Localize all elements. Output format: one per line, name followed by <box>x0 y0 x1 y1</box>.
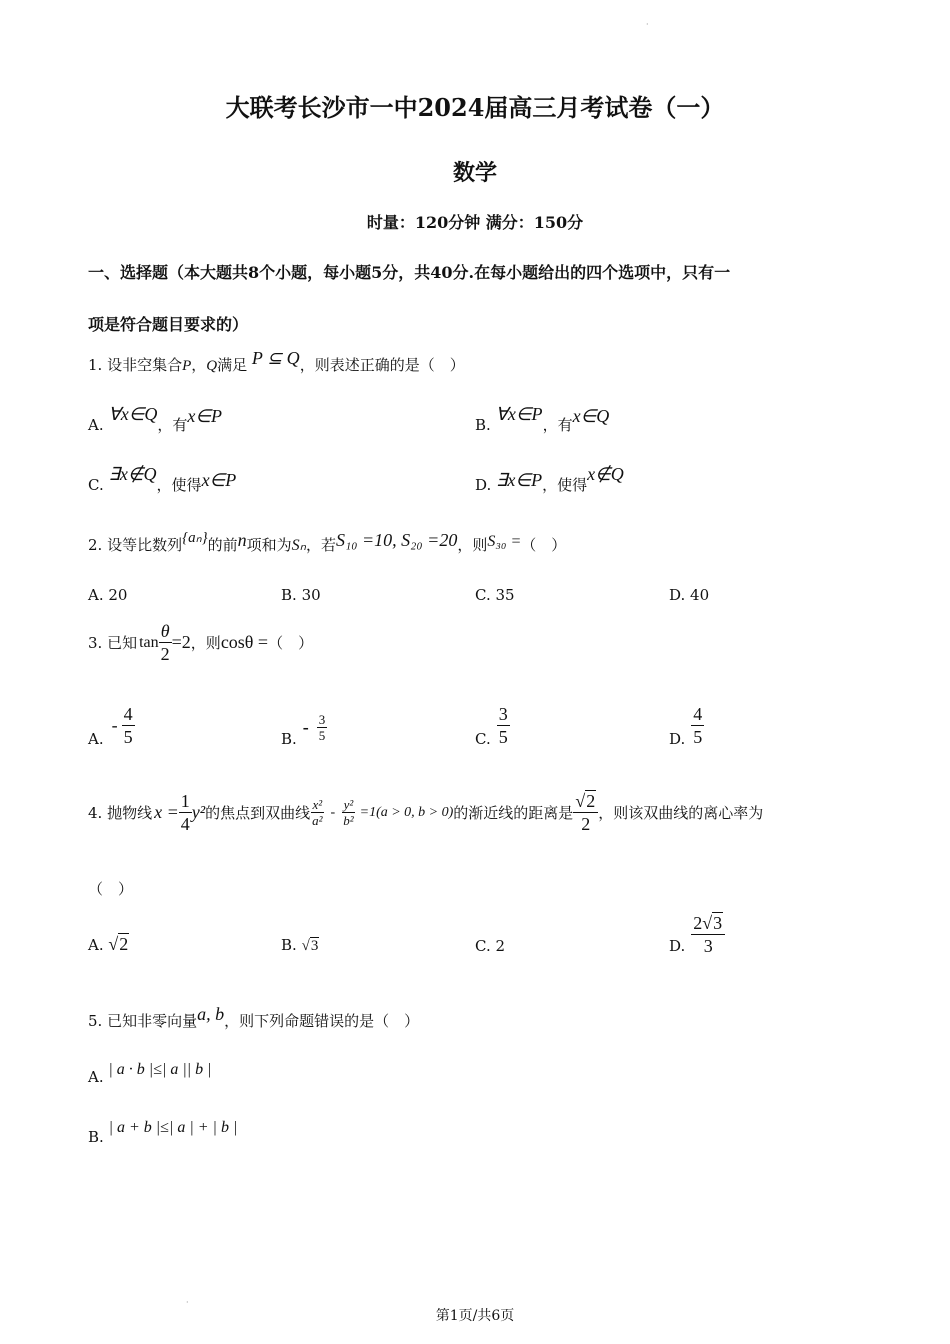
q4-option-d-label: D. <box>669 936 686 955</box>
question-2-text-e: ，则 <box>457 536 488 554</box>
question-2-text-c: 项和为 <box>246 536 292 554</box>
question-2-sn: Sₙ <box>291 537 306 554</box>
question-4-text-c: 的渐近线的距离是 <box>453 804 574 822</box>
question-3 <box>88 620 313 665</box>
q4-option-c-label: C. <box>475 937 491 955</box>
question-4-text-a: 4. 抛物线 <box>88 804 153 822</box>
question-2-text-a: 2. 设等比数列 <box>88 536 183 554</box>
q1-option-c[interactable] <box>88 464 236 495</box>
question-2-text-f: （ ） <box>521 536 567 554</box>
question-4-text-d: ，则该双曲线的离心率为 <box>598 804 764 822</box>
q4-option-a-label: A. <box>88 936 104 954</box>
question-1-condition: P ⊆ Q <box>251 348 300 368</box>
question-4-dist-den: 2 <box>581 814 591 834</box>
question-4-paren: （ ） <box>88 880 134 898</box>
question-4-text-b: 的焦点到双曲线 <box>205 804 311 822</box>
q1-option-c-math1: ∃x∉Q <box>108 464 157 484</box>
q3-option-b-label: B. <box>281 730 297 748</box>
question-4-hyp-y-num: y² <box>343 797 354 812</box>
page-footer: 第1页/共6页 <box>435 1308 515 1324</box>
q4-option-c[interactable] <box>475 937 505 955</box>
q2-option-c[interactable] <box>475 586 515 604</box>
q3-option-b-den: 5 <box>318 727 326 743</box>
question-3-den: 2 <box>160 644 170 664</box>
q4-option-d[interactable] <box>669 912 725 957</box>
q1-option-a-label: A. <box>88 416 104 434</box>
q4-option-d-radicand: 3 <box>713 913 723 933</box>
q2-option-b[interactable] <box>281 586 321 604</box>
question-3-text-a: 3. 已知 <box>88 634 138 652</box>
decorative-dot-bottom: · <box>186 1298 189 1307</box>
q4-option-b-radicand: 3 <box>310 938 319 954</box>
q4-option-b-sqrt: √3 <box>301 938 319 954</box>
q3-option-b[interactable] <box>281 706 327 748</box>
q2-option-a-label: A. <box>88 586 104 604</box>
q5-option-b-label: B. <box>88 1128 104 1146</box>
question-3-tan: tan <box>139 633 159 651</box>
q5-option-b-expr: | a + b |≤| a | + | b | <box>108 1119 238 1136</box>
question-1-text-c: ，则表述正确的是（ ） <box>299 356 465 374</box>
q1-option-b-math1: ∀x∈P <box>495 404 543 424</box>
q1-option-d-label: D. <box>475 476 492 494</box>
question-3-fraction <box>159 620 172 665</box>
q5-option-a-expr: | a · b |≤| a || b | <box>108 1061 212 1078</box>
q3-option-a-sign: - <box>111 714 118 735</box>
question-1-text-b: 满足 <box>217 356 248 374</box>
question-4-dist-radicand: 2 <box>586 791 596 811</box>
section-heading-line1: 一、选择题（本大题共8个小题，每小题5分，共40分.在每小题给出的四个选项中，只有一 <box>88 263 731 282</box>
question-4-parabola-fraction <box>179 790 192 835</box>
question-4-hyp-x-num: x² <box>312 797 323 812</box>
question-5-vectors: a, b <box>197 1004 225 1024</box>
question-2-condition: S₁₀ =10, S₂₀ =20 <box>336 530 458 550</box>
question-3-num: θ <box>160 621 170 641</box>
q1-option-a[interactable] <box>88 404 222 435</box>
question-5 <box>88 1004 419 1031</box>
section-heading-line2: 项是符合题目要求的） <box>88 315 249 334</box>
q1-option-b-math2: x∈Q <box>572 406 610 426</box>
q2-option-d[interactable] <box>669 586 709 604</box>
question-2-sequence: {aₙ} <box>182 530 208 546</box>
q3-option-a-num: 4 <box>123 703 133 724</box>
q3-option-b-fraction <box>317 712 328 743</box>
q3-option-c[interactable] <box>475 702 510 748</box>
q3-option-a-den: 5 <box>123 726 133 747</box>
question-5-text-b: ，则下列命题错误的是（ ） <box>224 1012 420 1030</box>
q3-option-c-label: C. <box>475 730 491 748</box>
q5-option-a[interactable] <box>88 1060 212 1086</box>
exam-timing: 时量：120分钟 满分：150分 <box>366 213 584 232</box>
q1-option-b-label: B. <box>475 416 491 434</box>
q3-option-c-fraction <box>497 703 510 748</box>
q4-option-d-fraction <box>691 912 725 957</box>
question-4-hyp-x <box>310 797 324 828</box>
question-4-hyp-y-den: b² <box>343 813 354 828</box>
q3-option-a[interactable] <box>88 702 135 748</box>
q3-option-d-label: D. <box>669 730 686 748</box>
question-2-s30: S₃₀ = <box>487 533 522 550</box>
q4-option-b-label: B. <box>281 936 297 954</box>
q5-option-a-label: A. <box>88 1068 104 1086</box>
question-4-dist-num: √2 <box>573 790 598 813</box>
q4-option-d-num <box>691 912 725 935</box>
question-4-hyp-x-den: a² <box>312 813 323 828</box>
question-3-eq: =2 <box>171 632 191 652</box>
question-1-text-a: 1. 设非空集合 <box>88 356 183 374</box>
q4-option-a[interactable] <box>88 934 129 955</box>
q3-option-a-fraction <box>122 703 135 748</box>
question-1-sep: ， <box>191 356 207 374</box>
q1-option-d-math2: x∉Q <box>587 464 624 484</box>
question-1-var-p: P <box>182 358 192 374</box>
question-2-var-n: n <box>237 530 247 550</box>
q4-option-a-radicand: 2 <box>119 934 129 954</box>
question-4-parabola-den: 4 <box>180 814 190 834</box>
exam-title: 大联考长沙市一中2024届高三月考试卷（一） <box>225 93 725 122</box>
q1-option-d[interactable] <box>475 464 624 495</box>
q4-option-d-coef: 2 <box>693 913 703 933</box>
question-4-hyp-rhs: =1(a > 0, b > 0) <box>359 804 454 820</box>
question-3-text-b: ，则 <box>190 634 221 652</box>
q1-option-d-mid: ，使得 <box>542 476 588 494</box>
question-4-dist-fraction <box>573 790 598 835</box>
q3-option-d[interactable] <box>669 702 704 748</box>
q2-option-d-value: 40 <box>690 586 710 604</box>
q3-option-b-sign: - <box>302 716 309 737</box>
q5-option-b[interactable] <box>88 1118 238 1146</box>
q3-option-d-den: 5 <box>693 726 703 747</box>
q3-option-b-num: 3 <box>318 711 326 727</box>
question-4-parabola-lhs: x = <box>154 802 179 822</box>
q2-option-d-label: D. <box>669 586 686 604</box>
q4-option-b[interactable] <box>281 936 319 955</box>
exam-subject: 数学 <box>452 160 497 186</box>
q2-option-a[interactable] <box>88 586 127 604</box>
question-1 <box>88 348 465 375</box>
q1-option-a-math1: ∀x∈Q <box>108 404 158 424</box>
q1-option-b[interactable] <box>475 404 609 435</box>
question-1-var-q: Q <box>206 358 218 374</box>
q1-option-b-mid: ，有 <box>542 416 573 434</box>
q1-option-c-mid: ，使得 <box>156 476 202 494</box>
q2-option-a-value: 20 <box>108 586 128 604</box>
q2-option-c-value: 35 <box>495 586 515 604</box>
question-4-hyp-y <box>341 797 355 828</box>
q1-option-d-math1: ∃x∈P <box>496 470 543 490</box>
q3-option-d-fraction <box>691 703 704 748</box>
q4-option-c-value: 2 <box>495 937 506 955</box>
question-4-parabola-rhs: y² <box>191 802 206 822</box>
q2-option-b-label: B. <box>281 586 297 604</box>
question-3-text-c: （ ） <box>268 634 314 652</box>
q3-option-a-label: A. <box>88 730 104 748</box>
question-2 <box>88 528 566 555</box>
question-4 <box>88 790 763 835</box>
q1-option-a-mid: ，有 <box>157 416 188 434</box>
question-2-text-d: ，若 <box>305 536 336 554</box>
question-2-text-b: 的前 <box>207 536 238 554</box>
q4-option-d-den: 3 <box>703 936 713 956</box>
q2-option-b-value: 30 <box>301 586 321 604</box>
q2-option-c-label: C. <box>475 586 491 604</box>
question-5-text-a: 5. 已知非零向量 <box>88 1012 198 1030</box>
question-3-cos: cosθ = <box>220 632 269 652</box>
q4-option-a-sqrt: √2 <box>108 934 129 954</box>
q1-option-a-math2: x∈P <box>187 406 223 426</box>
q1-option-c-label: C. <box>88 476 104 494</box>
decorative-dot: · <box>646 20 649 29</box>
q3-option-c-num: 3 <box>498 703 508 724</box>
question-4-hyp-minus: - <box>330 804 336 820</box>
q1-option-c-math2: x∈P <box>201 470 237 490</box>
question-4-parabola-num: 1 <box>180 791 190 811</box>
q3-option-c-den: 5 <box>498 726 508 747</box>
q4-option-d-sqrt: √3 <box>702 913 723 933</box>
q3-option-d-num: 4 <box>693 703 703 724</box>
